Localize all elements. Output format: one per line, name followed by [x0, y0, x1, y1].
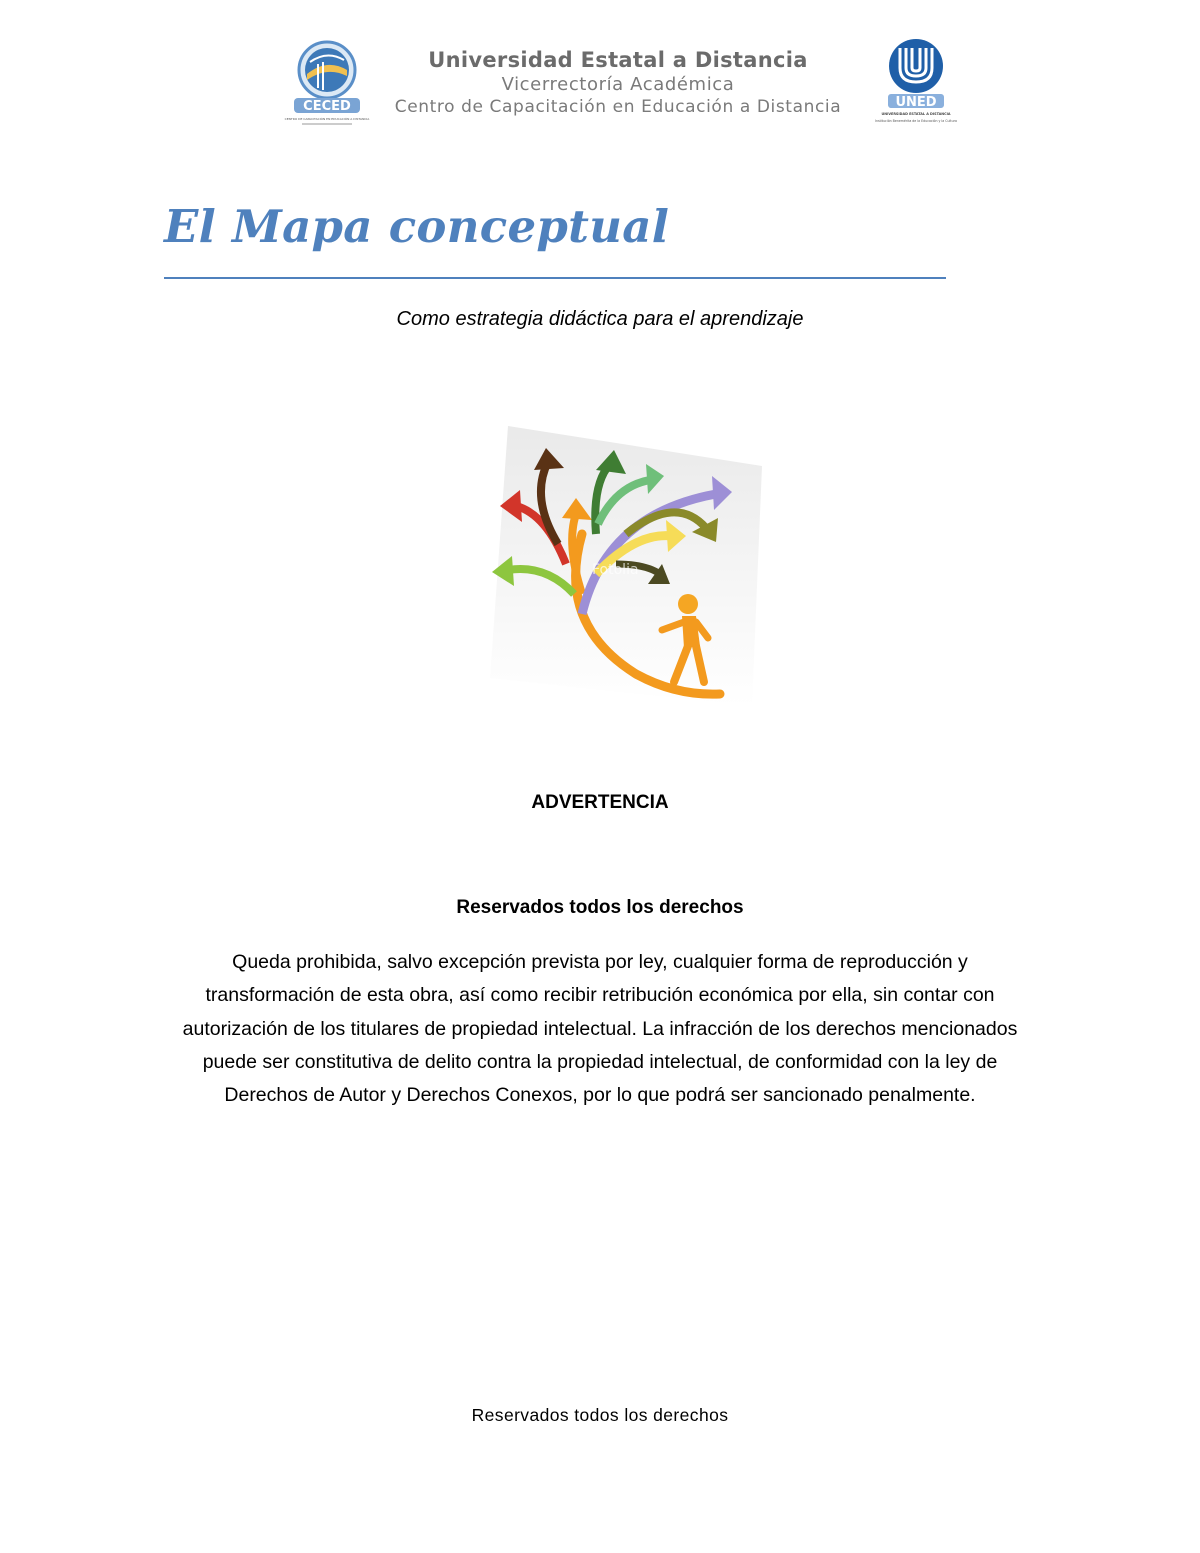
university-name: Universidad Estatal a Distancia	[428, 48, 808, 72]
center-name: Centro de Capacitación en Educación a Distancia	[394, 97, 842, 117]
document-title: El Mapa conceptual	[164, 200, 670, 253]
uned-logo-icon	[866, 38, 966, 128]
title-underline	[164, 277, 946, 279]
document-subtitle: Como estrategia didáctica para el aprendizaje	[396, 308, 804, 330]
uned-logo-caption-2: Institución Benemérita de la Educación y la Cultura	[875, 119, 957, 123]
rights-heading: Reservados todos los derechos	[456, 897, 744, 918]
uned-logo-label: UNED	[895, 95, 937, 110]
illustration-watermark: Fotolia	[592, 562, 639, 578]
rights-paragraph: Queda prohibida, salvo excepción prevista por ley, cualquier forma de reproducción y transformación de esta obra, así como recibir retribución económica por ella, sin contar con autorización de los titulares de propiedad intelectual. La infracción de los derechos mencionados puede ser constitutiva de delito contra la propiedad intelectual, de conformidad con la ley de Derechos de Autor y Derechos Conexos, por lo que podrá ser sancionado penalmente.	[182, 951, 1018, 1107]
ceced-logo-label: CECED	[303, 99, 351, 114]
ceced-logo-caption: CENTRO DE CAPACITACIÓN EN EDUCACIÓN A DISTANCIA	[284, 117, 370, 121]
vice-rectory-name: Vicerrectoría Académica	[501, 74, 735, 95]
document-header	[0, 0, 1200, 140]
ceced-logo-icon	[284, 40, 370, 130]
warning-heading: ADVERTENCIA	[531, 792, 669, 813]
uned-logo-caption-1: UNIVERSIDAD ESTATAL A DISTANCIA	[881, 112, 951, 116]
branching-arrows-person-icon	[486, 424, 766, 706]
institution-block	[370, 46, 866, 118]
page-footer: Reservados todos los derechos	[471, 1405, 729, 1425]
